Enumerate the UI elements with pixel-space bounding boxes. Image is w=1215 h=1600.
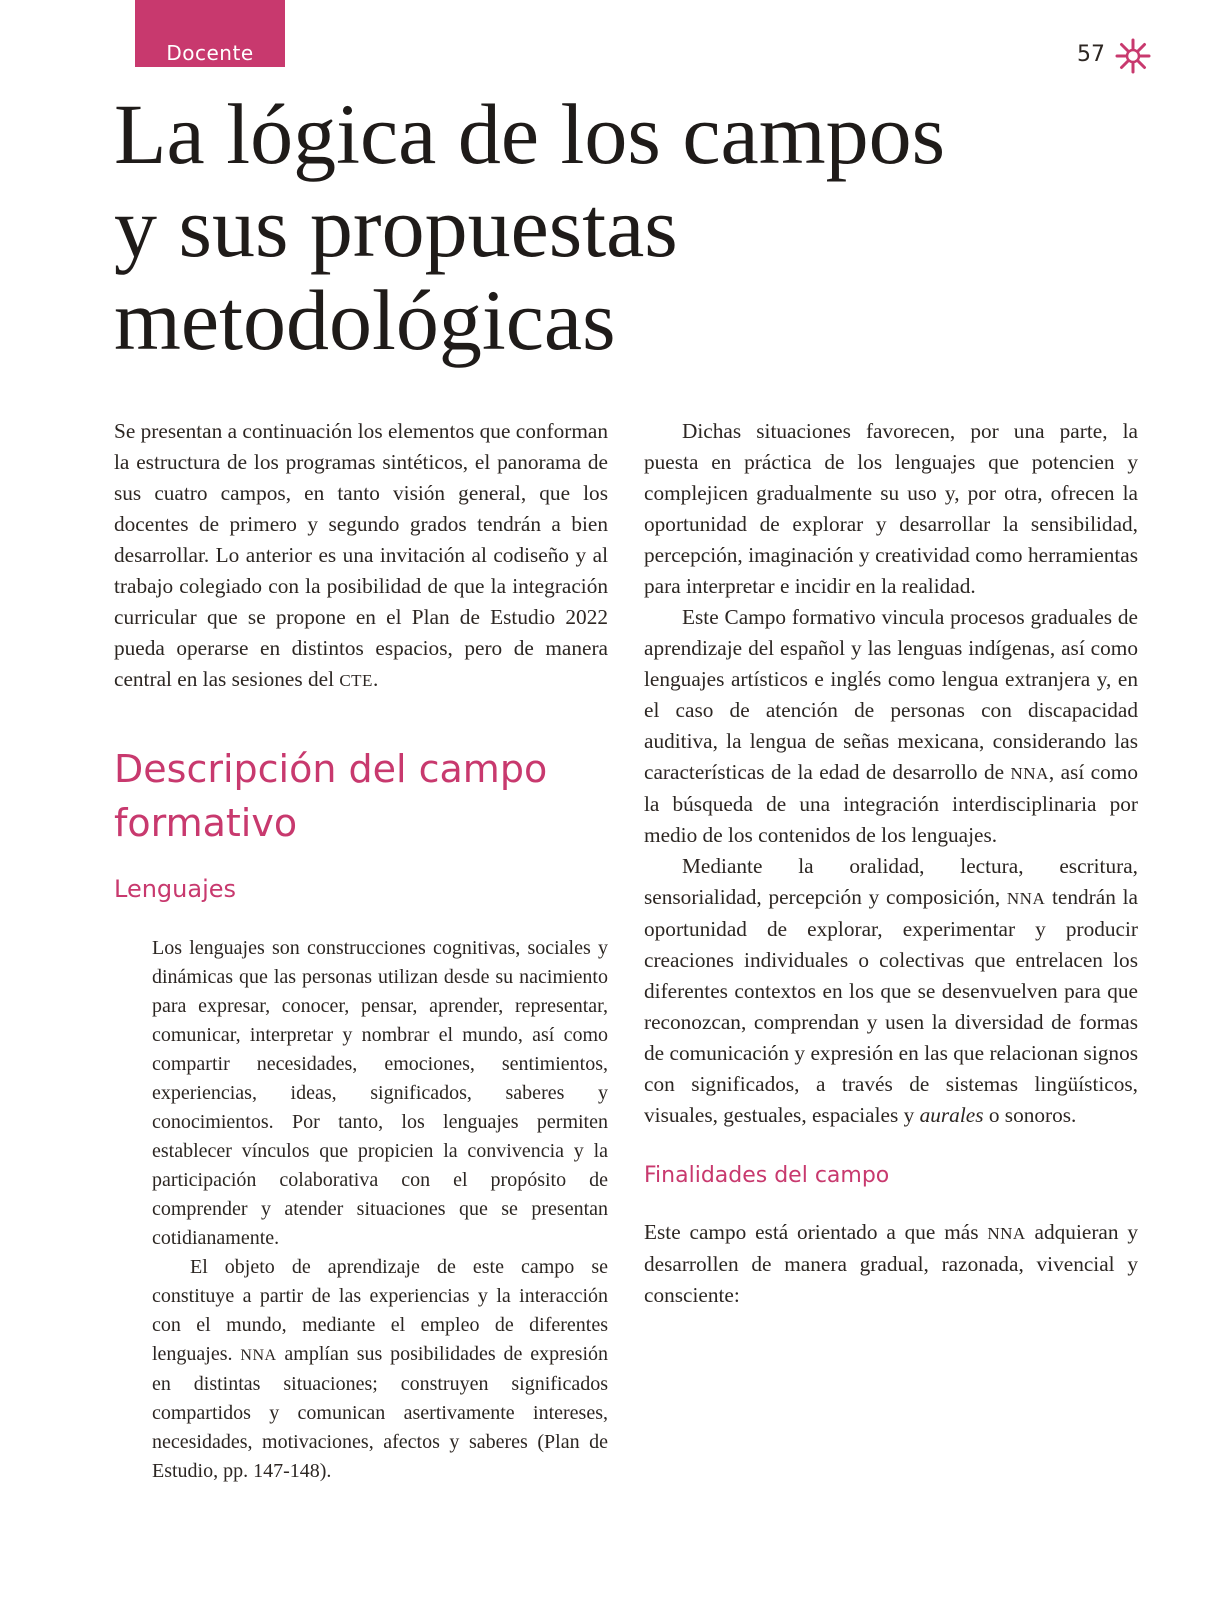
abbr-nna: NNA [240, 1347, 277, 1364]
italic-term: aurales [919, 1103, 984, 1127]
abbr-nna: NNA [1006, 889, 1046, 908]
title-line-3: metodológicas [114, 272, 616, 368]
right-paragraph-4: Este campo está orientado a que más NNA adquieran y desarrollen de manera gradual, razonada, vivencial y consciente: [644, 1220, 1139, 1307]
section-tag [135, 0, 285, 67]
left-column [114, 416, 608, 1486]
flower-ornament-icon [1115, 38, 1151, 74]
abbr-nna: NNA [987, 1224, 1026, 1243]
title-line-1: La lógica de los campos [114, 86, 946, 182]
right-paragraph-3: Mediante la oralidad, lectura, escritura, sensorialidad, percepción y composición, NNA tendrán la oportunidad de explorar, experimentar y producir creaciones individuales o colectivas que entrelacen los diferentes contextos en los que se desenvuelven para que reconozcan, comprendan y usen la diversidad de formas de comunicación y expresión en las que relacionan signos con significados, a través de sistemas lingüísticos, visuales, gestuales, espaciales y aurales o sonoros. [644, 854, 1138, 1127]
right-paragraph-2: Este Campo formativo vincula procesos graduales de aprendizaje del español y las lenguas indígenas, así como lenguajes artísticos e inglés como lengua extranjera y, en el caso de atención de personas con discapacidad auditiva, la lengua de señas mexicana, considerando las características de la edad de desarrollo de NNA, así como la búsqueda de una integración interdisciplinaria por medio de los contenidos de los lenguajes. [644, 605, 1138, 847]
section-tag-label: Docente [166, 41, 254, 65]
right-paragraph-1: Dichas situaciones favorecen, por una parte, la puesta en práctica de los lenguajes que potencien y complejicen gradualmente su uso y, por otra, ofrecen la oportunidad de explorar y desarrollar la sensibilidad, percepción, imaginación y creatividad como herramientas para interpretar e incidir en la realidad. [644, 419, 1138, 598]
page-title [114, 88, 1114, 367]
section-heading: Descripción del campo formativo [114, 747, 548, 845]
page-number: 57 [1077, 42, 1105, 67]
intro-paragraph: Se presentan a continuación los elementos que conforman la estructura de los programas sintéticos, el panorama de sus cuatro campos, en tanto visión general, que los docentes de primero y segundo grados tendrán a bien desarrollar. Lo anterior es una invitación al codiseño y al trabajo colegiado con la posibilidad de que la integración curricular que se propone en el Plan de Estudio 2022 pueda operarse en distintos espacios, pero de manera central en las sesiones del CTE. [114, 419, 608, 691]
quote-paragraph-2: El objeto de aprendizaje de este campo se constituye a partir de las experiencias y la interacción con el mundo, mediante el empleo de diferentes lenguajes. NNA amplían sus posibilidades de expresión en distintas situaciones; construyen significados compartidos y comunican asertivamente intereses, necesidades, motivaciones, afectos y saberes (Plan de Estudio, pp. 147-148). [152, 1256, 609, 1482]
abbr-cte: CTE [339, 671, 373, 690]
subsection-heading-lenguajes: Lenguajes [114, 875, 237, 903]
block-quote [114, 934, 608, 1486]
title-line-2: y sus propuestas [114, 179, 678, 275]
quote-paragraph-1: Los lenguajes son construcciones cognitivas, sociales y dinámicas que las personas utilizan desde su nacimiento para expresar, conocer, pensar, aprender, representar, comunicar, interpretar y nombrar el mundo, así como compartir necesidades, emociones, sentimientos, experiencias, ideas, significados, saberes y conocimientos. Por tanto, los lenguajes permiten establecer vínculos que propicien la convivencia y la participación colaborativa con el propósito de comprender y atender situaciones que se presentan cotidianamente. [152, 937, 608, 1249]
subsection-heading-finalidades: Finalidades del campo [644, 1163, 890, 1188]
right-column [644, 416, 1138, 1311]
abbr-nna: NNA [1010, 764, 1049, 783]
